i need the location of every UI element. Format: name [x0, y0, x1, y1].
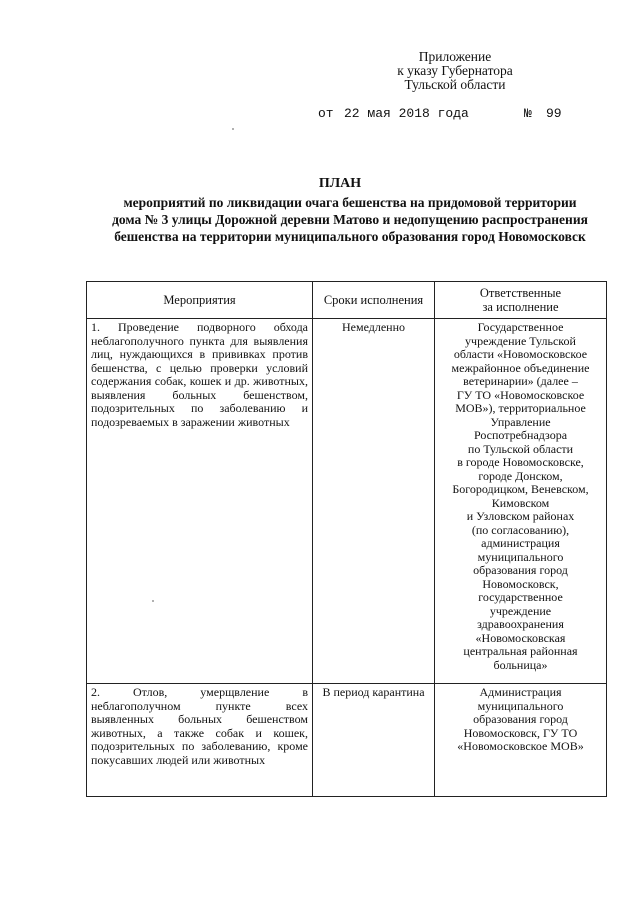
- row-1-responsible-line: «Новомосковская: [475, 630, 566, 645]
- header-deadlines: Сроки исполнения: [313, 282, 435, 319]
- row-1-responsible: [435, 319, 607, 684]
- plan-subtitle: мероприятий по ликвидации очага бешенства на придомовой территории дома № 3 улицы Дорожной деревни Матово и недопущению распространения бешенства на территории муниципального образования город Новомосковск: [112, 195, 588, 244]
- row-1-responsible-line: Государственное: [477, 320, 564, 334]
- row-1-responsible-line: (по согласованию),: [471, 522, 570, 537]
- decree-from-label: от: [318, 106, 334, 121]
- row-2-measure: 2. Отлов, умерщвление в неблагополучном пункте всех выявленных больных бешенством животных, а также собак и кошек, подозрительных по заболеванию, кроме покусавших людей или животных: [87, 684, 313, 797]
- plan-title: ПЛАН: [318, 176, 362, 191]
- row-1-responsible-line: ветеринарии» (далее –: [463, 374, 578, 388]
- row-1-responsible-line: государственное: [478, 590, 563, 604]
- table-row: [87, 319, 607, 684]
- row-2-deadline: В период карантина: [313, 684, 435, 797]
- scan-speck: [232, 128, 234, 130]
- row-2-responsible: [435, 684, 607, 797]
- appendix-block: [360, 50, 550, 92]
- row-1-responsible-line: учреждение: [489, 603, 552, 618]
- row-1-responsible-line: Кимовском: [491, 495, 550, 510]
- row-1-responsible-line: учреждение Тульской: [465, 333, 576, 348]
- decree-number-sign: №: [524, 106, 532, 121]
- row-1-responsible-line: городе Донском,: [478, 468, 563, 483]
- appendix-line-2: к указу Губернатора: [397, 63, 513, 78]
- row-1-responsible-line: ГУ ТО «Новомосковское: [456, 387, 585, 402]
- row-2-responsible-line: Новомосковск, ГУ ТО: [463, 725, 578, 740]
- row-2-responsible-line: «Новомосковское МОВ»: [457, 739, 584, 753]
- decree-date: 22 мая 2018 года: [344, 106, 469, 121]
- row-1-responsible-line: здравоохранения: [477, 617, 564, 631]
- header-responsible: [435, 282, 607, 319]
- row-1-responsible-line: Управление: [490, 414, 551, 429]
- row-1-responsible-line: Новомосковск,: [482, 576, 559, 591]
- header-measures: Мероприятия: [87, 282, 313, 319]
- row-1-responsible-line: Роспотребнадзора: [473, 428, 568, 442]
- header-responsible-line-2: за исполнение: [482, 300, 559, 314]
- decree-date-number: [318, 106, 578, 124]
- appendix-line-1: Приложение: [418, 49, 492, 64]
- row-1-responsible-line: в городе Новомосковске,: [457, 455, 584, 469]
- row-1-responsible-line: муниципального: [477, 549, 564, 564]
- table-row: [87, 684, 607, 797]
- row-1-responsible-line: Богородицком, Веневском,: [452, 482, 589, 496]
- appendix-line-3: Тульской области: [404, 77, 506, 92]
- row-1-responsible-line: больница»: [493, 657, 548, 672]
- table-header-row: [87, 282, 607, 319]
- row-2-responsible-line: образования город: [473, 712, 568, 726]
- row-1-responsible-line: по Тульской области: [467, 441, 574, 456]
- header-responsible-line-1: Ответственные: [479, 286, 562, 300]
- row-1-responsible-line: области «Новомосковское: [453, 347, 588, 361]
- row-2-responsible-line: муниципального: [477, 698, 564, 713]
- row-1-measure: 1. Проведение подворного обхода неблагополучного пункта для выявления лиц, нуждающихся в прививках против бешенства, с целью проверки условий содержания собак, кошек и др. животных, выявления больных бешенством, подозрительных по заболеванию и подозреваемых в заражении животных: [87, 319, 313, 684]
- row-1-deadline: Немедленно: [313, 319, 435, 684]
- decree-number: 99: [546, 106, 562, 121]
- row-1-responsible-line: центральная районная: [463, 644, 578, 658]
- row-2-responsible-line: Администрация: [479, 685, 562, 699]
- row-1-responsible-line: образования город: [473, 563, 568, 577]
- plan-table: [86, 281, 607, 797]
- row-1-responsible-line: межрайонное объединение: [451, 360, 590, 375]
- row-1-responsible-line: МОВ»), территориальное: [455, 401, 586, 415]
- row-1-responsible-line: и Узловском районах: [466, 509, 575, 523]
- scan-speck: [152, 600, 154, 602]
- row-1-responsible-line: администрация: [481, 536, 560, 550]
